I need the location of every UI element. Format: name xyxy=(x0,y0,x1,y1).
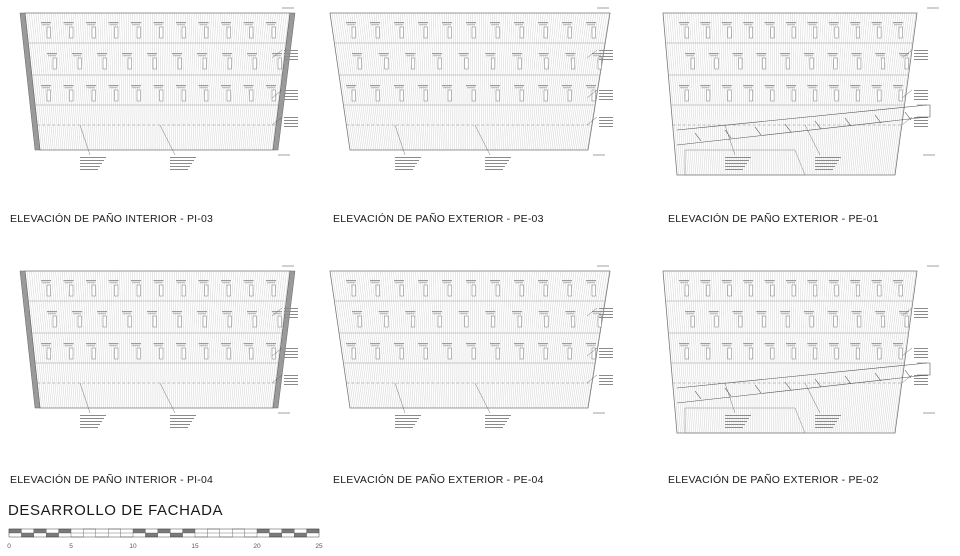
elevation-linework xyxy=(663,266,939,433)
scale-segment xyxy=(108,529,120,533)
elevation-svg-pe02 xyxy=(655,263,955,463)
elevation-linework xyxy=(330,8,613,170)
caption-pe01: ELEVACIÓN DE PAÑO EXTERIOR - PE-01 xyxy=(668,213,879,225)
scale-tick-label: 10 xyxy=(129,543,137,550)
elevation-svg-pi03 xyxy=(10,5,310,205)
scale-segment xyxy=(269,533,281,537)
siding-hatch xyxy=(332,13,609,150)
caption-pe02: ELEVACIÓN DE PAÑO EXTERIOR - PE-02 xyxy=(668,474,879,486)
elevation-linework xyxy=(20,8,298,170)
scale-tick-label: 5 xyxy=(69,543,73,550)
scale-segment xyxy=(121,533,133,537)
elevation-svg-pe03 xyxy=(325,5,625,205)
scale-segment xyxy=(195,533,207,537)
elevation-drawing-pi04 xyxy=(10,263,310,463)
elevation-drawing-pe01 xyxy=(655,5,955,205)
scale-tick-label: 25 xyxy=(315,543,323,550)
scale-segment xyxy=(257,529,269,533)
scale-segment xyxy=(183,529,195,533)
scale-segment xyxy=(158,529,170,533)
scale-segment xyxy=(170,533,182,537)
window-openings xyxy=(41,280,282,359)
scale-segment xyxy=(34,529,46,533)
caption-pe03: ELEVACIÓN DE PAÑO EXTERIOR - PE-03 xyxy=(333,213,544,225)
side-wall-left xyxy=(20,13,40,150)
elevation-drawing-pe02 xyxy=(655,263,955,463)
scale-tick-label: 15 xyxy=(191,543,199,550)
scale-segment xyxy=(145,533,157,537)
scale-segment xyxy=(245,533,257,537)
caption-pi04: ELEVACIÓN DE PAÑO INTERIOR - PI-04 xyxy=(10,474,214,486)
elevation-linework xyxy=(330,266,613,428)
elevation-drawing-pi03 xyxy=(10,5,310,205)
scale-segment xyxy=(46,533,58,537)
elevation-svg-pe04 xyxy=(325,263,625,463)
elevation-svg-pe01 xyxy=(655,5,955,205)
window-openings xyxy=(41,22,282,101)
elevation-drawing-pe04 xyxy=(325,263,625,463)
scale-segment xyxy=(207,529,219,533)
scale-segment xyxy=(71,533,83,537)
scale-segment xyxy=(83,529,95,533)
scale-segment xyxy=(307,529,319,533)
elevation-svg-pi04 xyxy=(10,263,310,463)
scale-bar-svg xyxy=(7,527,323,553)
scale-segment xyxy=(59,529,71,533)
graphic-scale-bar xyxy=(7,527,323,553)
scale-segment xyxy=(21,533,33,537)
scale-segment xyxy=(96,533,108,537)
scale-segment xyxy=(282,529,294,533)
elevation-linework xyxy=(663,8,939,175)
sheet-title: DESARROLLO DE FACHADA xyxy=(8,502,224,519)
caption-pi03: ELEVACIÓN DE PAÑO INTERIOR - PI-03 xyxy=(10,213,214,225)
elevation-drawing-pe03 xyxy=(325,5,625,205)
scale-segment xyxy=(232,529,244,533)
scale-segment xyxy=(220,533,232,537)
scale-segment xyxy=(133,529,145,533)
scale-segment xyxy=(9,529,21,533)
scale-tick-label: 20 xyxy=(253,543,261,550)
elevation-linework xyxy=(20,266,298,428)
siding-hatch xyxy=(332,271,609,408)
annotation-text-marks xyxy=(395,50,613,170)
scale-segment xyxy=(294,533,306,537)
side-wall-left xyxy=(20,271,40,408)
annotation-text-marks xyxy=(395,308,613,428)
caption-pe04: ELEVACIÓN DE PAÑO EXTERIOR - PE-04 xyxy=(333,474,544,486)
scale-tick-label: 0 xyxy=(7,543,11,550)
